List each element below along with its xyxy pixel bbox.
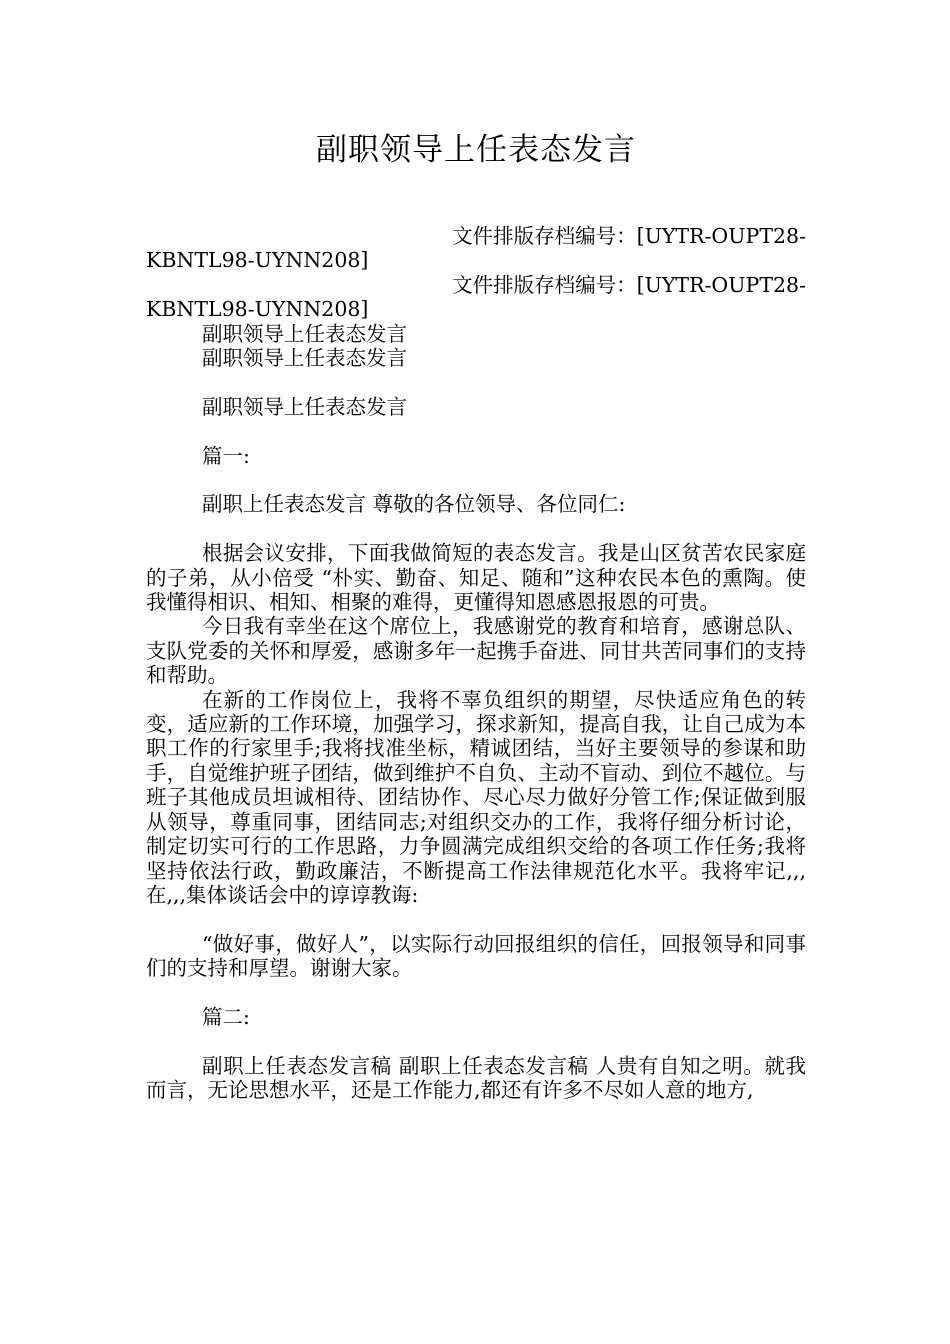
heading-repeat: 副职领导上任表态发言	[202, 394, 407, 419]
document-title: 副职领导上任表态发言	[316, 132, 636, 168]
blank-line	[146, 1029, 806, 1053]
body-paragraph: 在新的工作岗位上，我将不辜负组织的期望，尽快适应角色的转变，适应新的工作环境，加强学习，探求新知，提高自我，让自己成为本职工作的行家里手;我将找准坐标，精诚团结，当好主要领导的参谋和助手，自觉维护班子团结，做到维护不自负、主动不盲动、到位不越位。与班子其他成员坦诚相待、团结协作、尽心尽力做好分管工作;保证做到服从领导，尊重同事，团结同志;对组织交办的工作，我将仔细分析讨论，制定切实可行的工作思路，力争圆满完成组织交给的各项工作任务;我将坚持依法行政，勤政廉洁，不断提高工作法律规范化水平。我将牢记,,,在,,,集体谈话会中的谆谆教诲:	[146, 687, 806, 907]
body-paragraph: 今日我有幸坐在这个席位上，我感谢党的教育和培育，感谢总队、支队党委的关怀和厚爱，感谢多年一起携手奋进、同甘共苦同事们的支持和帮助。	[146, 614, 806, 688]
section-intro: 副职上任表态发言 尊敬的各位领导、各位同仁:	[202, 492, 626, 517]
blank-line	[146, 517, 806, 541]
archive-number-line: 文件排版存档编号：[UYTR-OUPT28-KBNTL98-UYNN208]	[146, 272, 806, 322]
body-paragraph: “做好事，做好人”，以实际行动回报组织的信任，回报领导和同事们的支持和厚望。谢谢大家。	[146, 931, 806, 981]
blank-line	[146, 981, 806, 1005]
blank-line	[146, 419, 806, 443]
archive-number-line: 文件排版存档编号：[UYTR-OUPT28-KBNTL98-UYNN208]	[146, 224, 806, 273]
document-page	[146, 0, 806, 1344]
section-label: 篇二:	[202, 1004, 250, 1029]
blank-line	[146, 370, 806, 394]
section-label: 篇一:	[202, 443, 250, 468]
blank-line	[146, 468, 806, 492]
blank-line	[146, 907, 806, 931]
body-paragraph: 根据会议安排，下面我做简短的表态发言。我是山区贫苦农民家庭的子弟，从小倍受 “朴实、勤奋、知足、随和”这种农民本色的熏陶。使我懂得相识、相知、相聚的难得，更懂得知恩感恩报恩的可贵。	[146, 541, 806, 615]
heading-repeat: 副职领导上任表态发言	[202, 346, 407, 371]
body-paragraph: 副职上任表态发言稿 副职上任表态发言稿 人贵有自知之明。就我而言，无论思想水平，还是工作能力,都还有许多不尽如人意的地方,	[146, 1053, 806, 1103]
heading-repeat: 副职领导上任表态发言	[202, 321, 407, 346]
document-body	[146, 224, 806, 1103]
